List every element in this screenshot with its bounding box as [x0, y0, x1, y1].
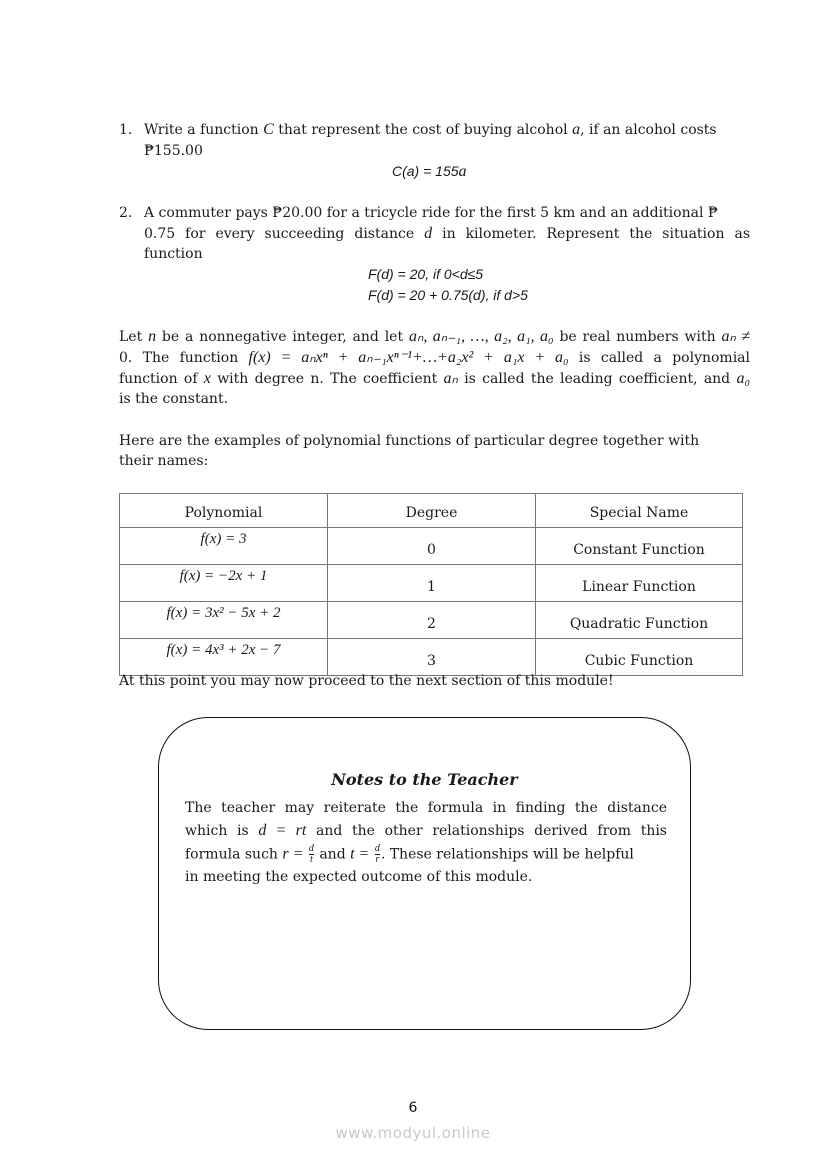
cell-special-name: Constant Function: [536, 528, 743, 565]
notes-line-1: The teacher may reiterate the formula in finding the distance: [185, 800, 667, 816]
cell-degree: 0: [328, 528, 536, 565]
cell-degree: 1: [328, 565, 536, 602]
cell-degree: 2: [328, 602, 536, 639]
polynomial-table: [119, 493, 743, 676]
page-number: 6: [408, 1100, 418, 1116]
fraction-d-over-r: $\frac{d}{r}$: [374, 843, 380, 865]
item-1-line-1: Write a function C that represent the cost of buying alcohol a, if an alcohol costs: [144, 121, 717, 138]
item-1-number: 1.: [119, 122, 133, 138]
table-row: [120, 528, 743, 565]
header-degree: Degree: [328, 494, 536, 528]
watermark: www.modyul.online: [335, 1124, 491, 1142]
definition-line-4: is the constant.: [119, 391, 229, 407]
cell-polynomial: f(x) = 4x³ + 2x − 7: [120, 639, 328, 676]
definition-line-2: 0. The function f(x) = aₙxⁿ + aₙ₋₁xⁿ⁻¹+…+a₂x² + a₁x + a₀ is called a polynomial: [119, 349, 751, 366]
item-2-number: 2.: [119, 205, 133, 221]
definition-line-1: Let n be a nonnegative integer, and let aₙ, aₙ₋₁, …, a₂, a₁, a₀ be real numbers with aₙ ≠: [119, 328, 750, 345]
table-row: [120, 602, 743, 639]
notes-body: [185, 798, 667, 890]
item-1-formula: C(a) = 155a: [392, 163, 467, 180]
notes-to-teacher-box: [158, 717, 691, 1030]
var-a: a: [572, 121, 581, 138]
notes-line-2: which is d = rt and the other relationships derived from this: [185, 822, 667, 839]
notes-line-4: in meeting the expected outcome of this module.: [185, 869, 533, 885]
notes-title: Notes to the Teacher: [331, 770, 518, 789]
item-1-line-2: ₱155.00: [144, 143, 203, 159]
item-2-formula-1: F(d) = 20, if 0<d≤5: [368, 266, 484, 282]
var-c: C: [263, 121, 274, 138]
fraction-d-over-t: $\frac{d}{t}$: [308, 843, 314, 865]
item-2-line-2: 0.75 for every succeeding distance d in kilometer. Represent the situation as: [144, 225, 750, 242]
item-2-formula-2: F(d) = 20 + 0.75(d), if d>5: [368, 287, 528, 303]
notes-line-3: formula such r = $\frac{d}{t}$ and t = $\frac{d}{r}$ . These relationships will be helpful: [185, 843, 634, 865]
header-polynomial: Polynomial: [120, 494, 328, 528]
cell-polynomial: f(x) = 3: [120, 528, 328, 565]
item-2-line-1: A commuter pays ₱20.00 for a tricycle ride for the first 5 km and an additional ₱: [144, 205, 718, 221]
table-header-row: [120, 494, 743, 528]
table-row: [120, 639, 743, 676]
cell-special-name: Linear Function: [536, 565, 743, 602]
cell-polynomial: f(x) = 3x² − 5x + 2: [120, 602, 328, 639]
item-2-line-3: function: [144, 246, 203, 262]
proceed-text: At this point you may now proceed to the next section of this module!: [119, 673, 614, 689]
header-special-name: Special Name: [536, 494, 743, 528]
definition-line-3: function of x with degree n. The coefficient aₙ is called the leading coefficient, and a₀: [119, 370, 750, 387]
examples-intro-line-1: Here are the examples of polynomial functions of particular degree together with: [119, 433, 700, 449]
cell-special-name: Quadratic Function: [536, 602, 743, 639]
table-row: [120, 565, 743, 602]
cell-polynomial: f(x) = −2x + 1: [120, 565, 328, 602]
examples-intro-line-2: their names:: [119, 453, 209, 469]
cell-special-name: Cubic Function: [536, 639, 743, 676]
cell-degree: 3: [328, 639, 536, 676]
polynomial-general-form: f(x) = aₙxⁿ + aₙ₋₁xⁿ⁻¹+…+a₂x² + a₁x + a₀: [248, 349, 569, 366]
